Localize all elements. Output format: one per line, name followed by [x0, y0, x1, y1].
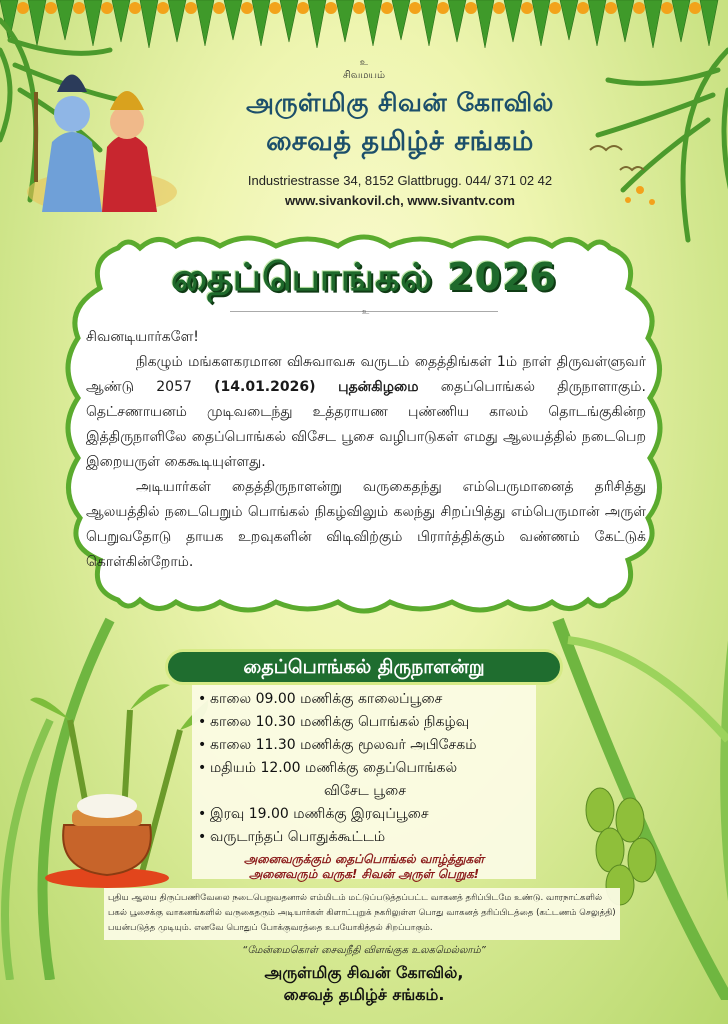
signature-line1: அருள்மிகு சிவன் கோவில்,: [264, 963, 464, 982]
parking-notice: புதிய ஆலய திருப்பணிவேலை நடைபெறுவதனால் எம்மிடம் மட்டுப்படுத்தப்பட்ட வாகனத் தரிப்பிடமே உண்டு. வாரநாட்களில் பகல் பூசைக்கு வாகனங்களில் வருகைதரும் அடியார்கள் கிளாட்புறுக் நகரிலுள்ள பொது வாகனத் தரிப்பிடத்தை (கட்டணம் செலுத்தி) பயன்படுத்த முடியும். எனவே பொதுப் போக்குவரத்தை உபயோகித்தல் சிறப்பாகும்.: [108, 893, 616, 933]
temple-websites: www.sivankovil.ch, www.sivantv.com: [285, 193, 515, 208]
list-item: • இரவு 19.00 மணிக்கு இரவுப்பூசை: [198, 803, 533, 826]
paragraph-1-start: நிகழும் மங்களகரமான விசுவாவசு வருடம் தைத்திங்கள் 1ம் நாள் திருவள்ளுவர் ஆண்டு 2057: [86, 354, 646, 395]
title-ornament: உ: [362, 307, 370, 316]
schedule-list: [198, 688, 533, 849]
list-item: • காலை 11.30 மணிக்கு மூலவர் அபிசேகம்: [198, 734, 533, 757]
bullet: •: [198, 806, 207, 822]
festival-date: (14.01.2026) புதன்கிழமை: [214, 379, 419, 395]
greeting: சிவனடியார்களே!: [86, 329, 199, 345]
wishes-line1: அனைவருக்கும் தைப்பொங்கல் வாழ்த்துகள்: [243, 852, 485, 866]
list-item: • வருடாந்தப் பொதுக்கூட்டம்: [198, 826, 533, 849]
bullet: •: [198, 737, 207, 753]
list-item: • காலை 10.30 மணிக்கு பொங்கல் நிகழ்வு: [198, 711, 533, 734]
bullet: •: [198, 714, 207, 730]
list-item-continuation: விசேட பூசை: [324, 783, 407, 799]
wishes-line2: அனைவரும் வருக! சிவன் அருள் பெறுக!: [248, 867, 480, 881]
pongal-pot-illustration: [42, 770, 172, 890]
schedule-heading: தைப்பொங்கல் திருநாளன்று: [165, 649, 563, 685]
list-item: • மதியம் 12.00 மணிக்கு தைப்பொங்கல்: [198, 757, 533, 780]
temple-name-line2: சைவத் தமிழ்ச் சங்கம்: [266, 126, 534, 157]
bullet: •: [198, 760, 207, 776]
bullet: •: [198, 829, 207, 845]
bullet: •: [198, 691, 207, 707]
temple-name-line1: அருள்மிகு சிவன் கோவில்: [246, 88, 554, 117]
footer-quote: “மேன்மைகொள் சைவநீதி விளங்குக உலகமெல்லாம்”: [242, 945, 486, 956]
om-symbol: உ: [359, 58, 369, 68]
paragraph-2: அடியார்கள் தைத்திருநாளன்று வருகைதந்து எம்பெருமானைத் தரிசித்து ஆலயத்தில் நடைபெறும் பொங்கல் நிகழ்விலும் கலந்து சிறப்பித்து எம்பெருமான் அருள் பெறுவதோடு தாயக உறவுகளின் விடிவிற்கும் பிரார்த்திக்கும் வண்ணம் கேட்டுக் கொள்கின்றோம்.: [86, 479, 646, 570]
paragraph-1-end: தைப்பொங்கல் திருநாளாகும். தெட்சணாயனம் முடிவடைந்து உத்தராயண புண்ணிய காலம் தொடங்குகின்ற இத்திருநாளிலே தைப்பொங்கல் விசேட பூசை வழிபாடுகள் எமது ஆலயத்தில் நடைபெற இறையருள் கைகூடியுள்ளது.: [86, 379, 647, 470]
signature-line2: சைவத் தமிழ்ச் சங்கம்.: [283, 985, 445, 1004]
paragraph-1: [86, 350, 646, 475]
invitation-body: [86, 325, 646, 575]
sivamayam-text: சிவமயம்: [342, 70, 386, 81]
list-item: • காலை 09.00 மணிக்கு காலைப்பூசை: [198, 688, 533, 711]
main-title: தைப்பொங்கல் 2026: [171, 255, 557, 299]
temple-address: Industriestrasse 34, 8152 Glattbrugg. 044/ 371 02 42: [247, 173, 553, 188]
